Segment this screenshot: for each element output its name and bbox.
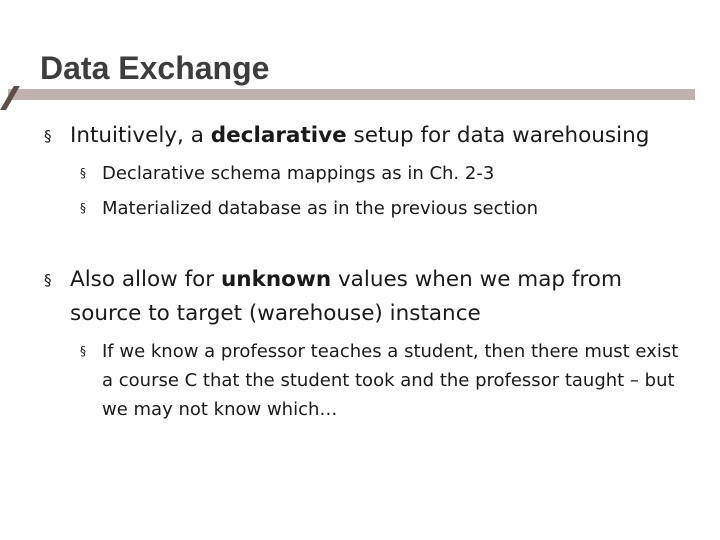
bullet-text: Intuitively, a declarative setup for data warehousing [70, 123, 650, 148]
slide-title: Data Exchange [40, 50, 270, 86]
square-bullet-icon: § [44, 127, 52, 145]
sub-bullet-text: If we know a professor teaches a student, then there must exist a course C that the student took and the professor taught – but we may not know which… [102, 341, 679, 420]
sub-bullet-text: Declarative schema mappings as in Ch. 2-3 [102, 163, 495, 184]
bullet-unknown-values [44, 263, 684, 331]
sub-bullet-schema-mappings [80, 159, 680, 188]
title-divider [8, 89, 695, 100]
emphasis-declarative: declarative [210, 123, 347, 148]
bullet-declarative-setup [44, 119, 694, 153]
square-bullet-icon: § [80, 166, 86, 180]
sub-bullet-text: Materialized database as in the previous section [102, 198, 538, 219]
bullet-text: Also allow for unknown values when we map from source to target (warehouse) instance [70, 267, 622, 326]
square-bullet-icon: § [80, 344, 86, 358]
sub-bullet-materialized-db [80, 194, 680, 223]
square-bullet-icon: § [44, 271, 52, 289]
sub-bullet-professor-example [80, 337, 680, 424]
square-bullet-icon: § [80, 201, 86, 215]
emphasis-unknown: unknown [220, 267, 332, 292]
